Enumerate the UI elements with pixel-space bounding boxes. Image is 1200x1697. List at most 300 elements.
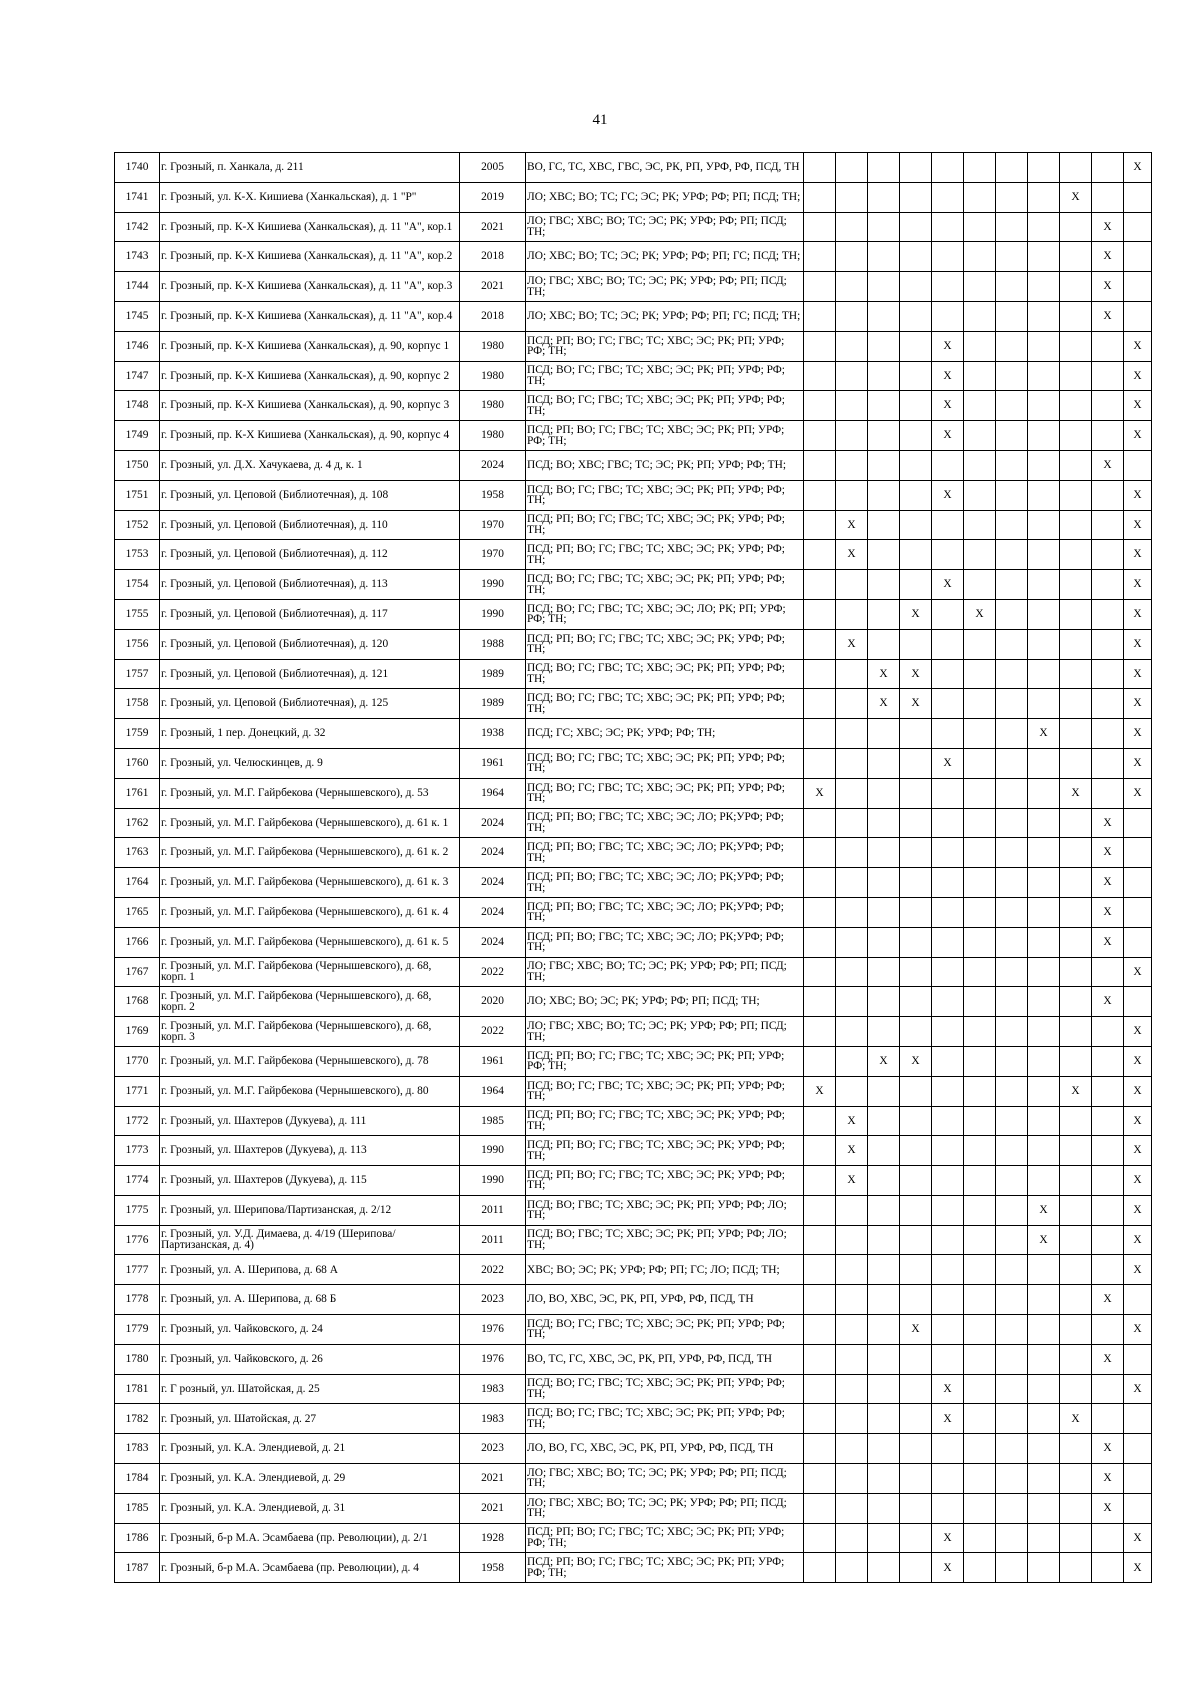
- mark-cell: [932, 1166, 964, 1196]
- mark-cell: [836, 1404, 868, 1434]
- mark-cell: [900, 957, 932, 987]
- systems-cell: ПСД; ВО; ХВС; ГВС; ТС; ЭС; РК; РП; УРФ; РФ; ТН;: [526, 450, 804, 480]
- address-cell: г. Грозный, пр. К-Х Кишиева (Ханкальская), д. 11 "А", кор.3: [160, 272, 460, 302]
- address-cell: г. Грозный, ул. М.Г. Гайрбекова (Чернышевского), д. 61 к. 3: [160, 868, 460, 898]
- mark-cell: [996, 1374, 1028, 1404]
- mark-cell: [804, 570, 836, 600]
- mark-cell: Х: [1124, 778, 1152, 808]
- systems-cell: ПСД; РП; ВО; ГС; ГВС; ТС; ХВС; ЭС; РК; РП; УРФ; РФ; ТН;: [526, 1046, 804, 1076]
- mark-cell: [1092, 1404, 1124, 1434]
- row-number-cell: 1761: [115, 778, 160, 808]
- address-cell: г. Грозный, ул. Цеповой (Библиотечная), д. 110: [160, 510, 460, 540]
- mark-cell: [1060, 987, 1092, 1017]
- systems-cell: ЛО; ГВС; ХВС; ВО; ТС; ЭС; РК; УРФ; РФ; РП; ПСД; ТН;: [526, 957, 804, 987]
- mark-cell: [996, 510, 1028, 540]
- systems-cell: ПСД; РП; ВО; ГС; ГВС; ТС; ХВС; ЭС; РК; УРФ; РФ; ТН;: [526, 1136, 804, 1166]
- mark-cell: [1028, 1106, 1060, 1136]
- mark-cell: Х: [1060, 778, 1092, 808]
- mark-cell: [1060, 748, 1092, 778]
- mark-cell: [964, 838, 996, 868]
- mark-cell: [868, 1255, 900, 1285]
- mark-cell: [900, 212, 932, 242]
- mark-cell: Х: [1124, 689, 1152, 719]
- mark-cell: [900, 182, 932, 212]
- mark-cell: [964, 153, 996, 183]
- mark-cell: [964, 868, 996, 898]
- address-cell: г. Грозный, ул. Челюскинцев, д. 9: [160, 748, 460, 778]
- mark-cell: [868, 1404, 900, 1434]
- mark-cell: [900, 242, 932, 272]
- row-number-cell: 1740: [115, 153, 160, 183]
- table-row: [115, 1493, 1152, 1523]
- address-cell: г. Грозный, ул. Д.Х. Хачукаева, д. 4 д, к. 1: [160, 450, 460, 480]
- mark-cell: [836, 480, 868, 510]
- year-cell: 1970: [460, 540, 526, 570]
- table-row: [115, 570, 1152, 600]
- mark-cell: [1060, 927, 1092, 957]
- mark-cell: [836, 331, 868, 361]
- mark-cell: [996, 301, 1028, 331]
- mark-cell: [900, 1434, 932, 1464]
- mark-cell: [996, 1136, 1028, 1166]
- mark-cell: [932, 1255, 964, 1285]
- year-cell: 2024: [460, 927, 526, 957]
- mark-cell: [932, 1195, 964, 1225]
- year-cell: 1990: [460, 1136, 526, 1166]
- mark-cell: [932, 927, 964, 957]
- row-number-cell: 1769: [115, 1017, 160, 1047]
- mark-cell: [1092, 1166, 1124, 1196]
- mark-cell: [868, 182, 900, 212]
- mark-cell: [836, 659, 868, 689]
- mark-cell: [932, 897, 964, 927]
- mark-cell: [932, 957, 964, 987]
- mark-cell: [932, 1046, 964, 1076]
- mark-cell: [1028, 838, 1060, 868]
- systems-cell: ПСД; ГС; ХВС; ЭС; РК; УРФ; РФ; ТН;: [526, 719, 804, 749]
- mark-cell: [868, 391, 900, 421]
- mark-cell: [1060, 1225, 1092, 1255]
- address-cell: г. Грозный, ул. Шахтеров (Дукуева), д. 111: [160, 1106, 460, 1136]
- table-row: [115, 719, 1152, 749]
- mark-cell: [932, 212, 964, 242]
- mark-cell: [1028, 570, 1060, 600]
- mark-cell: Х: [1124, 719, 1152, 749]
- mark-cell: Х: [1092, 808, 1124, 838]
- systems-cell: ПСД; РП; ВО; ГС; ГВС; ТС; ХВС; ЭС; РК; РП; УРФ; РФ; ТН;: [526, 1523, 804, 1553]
- address-cell: г. Грозный, ул. Цеповой (Библиотечная), д. 125: [160, 689, 460, 719]
- address-cell: г. Грозный, ул. Цеповой (Библиотечная), д. 113: [160, 570, 460, 600]
- year-cell: 1983: [460, 1374, 526, 1404]
- mark-cell: [804, 153, 836, 183]
- mark-cell: [1060, 1553, 1092, 1583]
- mark-cell: [964, 1285, 996, 1315]
- mark-cell: [836, 450, 868, 480]
- systems-cell: ЛО; ГВС; ХВС; ВО; ТС; ЭС; РК; УРФ; РФ; РП; ПСД; ТН;: [526, 1464, 804, 1494]
- row-number-cell: 1782: [115, 1404, 160, 1434]
- row-number-cell: 1786: [115, 1523, 160, 1553]
- mark-cell: Х: [868, 659, 900, 689]
- year-cell: 1990: [460, 570, 526, 600]
- mark-cell: [1092, 153, 1124, 183]
- year-cell: 2023: [460, 1434, 526, 1464]
- mark-cell: [836, 897, 868, 927]
- year-cell: 2024: [460, 897, 526, 927]
- mark-cell: [804, 540, 836, 570]
- mark-cell: [1092, 778, 1124, 808]
- mark-cell: [900, 1195, 932, 1225]
- mark-cell: [1124, 242, 1152, 272]
- mark-cell: [996, 182, 1028, 212]
- mark-cell: [964, 421, 996, 451]
- mark-cell: [964, 1255, 996, 1285]
- mark-cell: [964, 1166, 996, 1196]
- mark-cell: [996, 1315, 1028, 1345]
- mark-cell: [900, 868, 932, 898]
- table-row: [115, 1166, 1152, 1196]
- mark-cell: [964, 1404, 996, 1434]
- mark-cell: Х: [1124, 1553, 1152, 1583]
- year-cell: 2024: [460, 838, 526, 868]
- mark-cell: [964, 987, 996, 1017]
- mark-cell: [836, 391, 868, 421]
- mark-cell: [900, 927, 932, 957]
- mark-cell: [836, 1195, 868, 1225]
- mark-cell: Х: [1124, 510, 1152, 540]
- mark-cell: [1060, 659, 1092, 689]
- mark-cell: Х: [1124, 153, 1152, 183]
- mark-cell: [868, 1434, 900, 1464]
- mark-cell: [804, 272, 836, 302]
- systems-cell: ПСД; РП; ВО; ГС; ГВС; ТС; ХВС; ЭС; РК; УРФ; РФ; ТН;: [526, 629, 804, 659]
- year-cell: 2024: [460, 868, 526, 898]
- mark-cell: [1060, 868, 1092, 898]
- year-cell: 2011: [460, 1225, 526, 1255]
- mark-cell: [1092, 421, 1124, 451]
- mark-cell: [1124, 301, 1152, 331]
- mark-cell: [804, 957, 836, 987]
- mark-cell: [1060, 1493, 1092, 1523]
- mark-cell: [836, 1046, 868, 1076]
- table-row: [115, 540, 1152, 570]
- mark-cell: [868, 1464, 900, 1494]
- mark-cell: [836, 689, 868, 719]
- mark-cell: [900, 391, 932, 421]
- year-cell: 2019: [460, 182, 526, 212]
- address-cell: г. Грозный, ул. Шахтеров (Дукуева), д. 115: [160, 1166, 460, 1196]
- mark-cell: [804, 1136, 836, 1166]
- address-cell: г. Грозный, ул. М.Г. Гайрбекова (Чернышевского), д. 68, корп. 2: [160, 987, 460, 1017]
- systems-cell: ЛО; ХВС; ВО; ТС; ЭС; РК; УРФ; РФ; РП; ГС; ПСД; ТН;: [526, 242, 804, 272]
- systems-cell: ПСД; ВО; ГВС; ТС; ХВС; ЭС; РК; РП; УРФ; РФ; ЛО; ТН;: [526, 1225, 804, 1255]
- systems-cell: ЛО; ГВС; ХВС; ВО; ТС; ЭС; РК; УРФ; РФ; РП; ПСД; ТН;: [526, 212, 804, 242]
- mark-cell: [900, 331, 932, 361]
- mark-cell: [996, 778, 1028, 808]
- mark-cell: [836, 1225, 868, 1255]
- mark-cell: [900, 629, 932, 659]
- mark-cell: [1060, 242, 1092, 272]
- systems-cell: ЛО; ГВС; ХВС; ВО; ТС; ЭС; РК; УРФ; РФ; РП; ПСД; ТН;: [526, 1493, 804, 1523]
- mark-cell: [836, 927, 868, 957]
- mark-cell: [836, 957, 868, 987]
- mark-cell: [1092, 1553, 1124, 1583]
- row-number-cell: 1775: [115, 1195, 160, 1225]
- mark-cell: [996, 480, 1028, 510]
- mark-cell: [1060, 1464, 1092, 1494]
- mark-cell: [1124, 1404, 1152, 1434]
- mark-cell: Х: [900, 689, 932, 719]
- mark-cell: [1124, 987, 1152, 1017]
- systems-cell: ПСД; РП; ВО; ГС; ГВС; ТС; ХВС; ЭС; РК; УРФ; РФ; ТН;: [526, 510, 804, 540]
- mark-cell: [836, 570, 868, 600]
- mark-cell: [868, 331, 900, 361]
- mark-cell: [804, 1553, 836, 1583]
- row-number-cell: 1770: [115, 1046, 160, 1076]
- address-cell: г. Грозный, ул. К.А. Элендиевой, д. 29: [160, 1464, 460, 1494]
- mark-cell: [1028, 987, 1060, 1017]
- mark-cell: [964, 1136, 996, 1166]
- mark-cell: [996, 1046, 1028, 1076]
- mark-cell: Х: [932, 361, 964, 391]
- mark-cell: [836, 421, 868, 451]
- mark-cell: Х: [1092, 1493, 1124, 1523]
- mark-cell: [1060, 421, 1092, 451]
- systems-cell: ЛО; ГВС; ХВС; ВО; ТС; ЭС; РК; УРФ; РФ; РП; ПСД; ТН;: [526, 1017, 804, 1047]
- mark-cell: [900, 1523, 932, 1553]
- mark-cell: [996, 153, 1028, 183]
- table-row: [115, 1285, 1152, 1315]
- mark-cell: [868, 927, 900, 957]
- mark-cell: [836, 1523, 868, 1553]
- mark-cell: [1028, 182, 1060, 212]
- systems-cell: ПСД; РП; ВО; ГВС; ТС; ХВС; ЭС; ЛО; РК;УРФ; РФ; ТН;: [526, 838, 804, 868]
- mark-cell: [932, 987, 964, 1017]
- mark-cell: [996, 1404, 1028, 1434]
- mark-cell: [1028, 957, 1060, 987]
- mark-cell: [996, 987, 1028, 1017]
- mark-cell: [1060, 361, 1092, 391]
- mark-cell: [932, 868, 964, 898]
- mark-cell: [932, 540, 964, 570]
- year-cell: 1958: [460, 480, 526, 510]
- mark-cell: [1124, 182, 1152, 212]
- mark-cell: [868, 1166, 900, 1196]
- row-number-cell: 1759: [115, 719, 160, 749]
- mark-cell: [1028, 1285, 1060, 1315]
- year-cell: 1990: [460, 599, 526, 629]
- systems-cell: ПСД; РП; ВО; ГС; ГВС; ТС; ХВС; ЭС; РК; РП; УРФ; РФ; ТН;: [526, 1553, 804, 1583]
- mark-cell: [900, 808, 932, 838]
- mark-cell: Х: [1124, 421, 1152, 451]
- mark-cell: [1028, 510, 1060, 540]
- mark-cell: [868, 1523, 900, 1553]
- mark-cell: [868, 1136, 900, 1166]
- mark-cell: [1028, 301, 1060, 331]
- row-number-cell: 1749: [115, 421, 160, 451]
- mark-cell: Х: [932, 480, 964, 510]
- table-row: [115, 1553, 1152, 1583]
- mark-cell: [996, 689, 1028, 719]
- mark-cell: [1124, 212, 1152, 242]
- mark-cell: [1060, 1166, 1092, 1196]
- address-cell: г. Грозный, ул. М.Г. Гайрбекова (Чернышевского), д. 78: [160, 1046, 460, 1076]
- mark-cell: [964, 689, 996, 719]
- mark-cell: [964, 1344, 996, 1374]
- table-row: [115, 1464, 1152, 1494]
- mark-cell: Х: [1092, 212, 1124, 242]
- mark-cell: [836, 748, 868, 778]
- row-number-cell: 1758: [115, 689, 160, 719]
- address-cell: г. Грозный, 1 пер. Донецкий, д. 32: [160, 719, 460, 749]
- mark-cell: Х: [932, 1404, 964, 1434]
- mark-cell: [900, 570, 932, 600]
- mark-cell: [868, 808, 900, 838]
- mark-cell: [996, 421, 1028, 451]
- mark-cell: Х: [900, 659, 932, 689]
- mark-cell: [964, 748, 996, 778]
- address-cell: г. Грозный, ул. М.Г. Гайрбекова (Чернышевского), д. 53: [160, 778, 460, 808]
- mark-cell: [804, 1434, 836, 1464]
- mark-cell: [1060, 1523, 1092, 1553]
- mark-cell: [996, 242, 1028, 272]
- mark-cell: [836, 242, 868, 272]
- mark-cell: Х: [1124, 391, 1152, 421]
- table-row: [115, 153, 1152, 183]
- table-row: [115, 957, 1152, 987]
- address-cell: г. Грозный, ул. М.Г. Гайрбекова (Чернышевского), д. 68, корп. 3: [160, 1017, 460, 1047]
- mark-cell: [836, 301, 868, 331]
- table-row: [115, 182, 1152, 212]
- mark-cell: [868, 1225, 900, 1255]
- mark-cell: [964, 1315, 996, 1345]
- systems-cell: ЛО, ВО, ГС, ХВС, ЭС, РК, РП, УРФ, РФ, ПСД, ТН: [526, 1434, 804, 1464]
- year-cell: 2024: [460, 808, 526, 838]
- mark-cell: Х: [932, 391, 964, 421]
- mark-cell: [868, 1493, 900, 1523]
- mark-cell: [996, 1434, 1028, 1464]
- mark-cell: [1028, 540, 1060, 570]
- row-number-cell: 1784: [115, 1464, 160, 1494]
- year-cell: 2023: [460, 1285, 526, 1315]
- mark-cell: [964, 361, 996, 391]
- mark-cell: [964, 808, 996, 838]
- mark-cell: [996, 331, 1028, 361]
- mark-cell: [1092, 182, 1124, 212]
- table-row: [115, 987, 1152, 1017]
- row-number-cell: 1780: [115, 1344, 160, 1374]
- systems-cell: ПСД; ВО; ГС; ГВС; ТС; ХВС; ЭС; РК; РП; УРФ; РФ; ТН;: [526, 689, 804, 719]
- address-cell: г. Грозный, пр. К-Х Кишиева (Ханкальская), д. 90, корпус 3: [160, 391, 460, 421]
- mark-cell: Х: [932, 331, 964, 361]
- mark-cell: [1028, 897, 1060, 927]
- mark-cell: [836, 1285, 868, 1315]
- table-row: [115, 1076, 1152, 1106]
- year-cell: 2024: [460, 450, 526, 480]
- systems-cell: ПСД; ВО; ГС; ГВС; ТС; ХВС; ЭС; РК; РП; УРФ; РФ; ТН;: [526, 1076, 804, 1106]
- table-row: [115, 450, 1152, 480]
- mark-cell: [1060, 1285, 1092, 1315]
- mark-cell: [996, 212, 1028, 242]
- mark-cell: [1028, 450, 1060, 480]
- table-row: [115, 778, 1152, 808]
- table-row: [115, 421, 1152, 451]
- mark-cell: [996, 1493, 1028, 1523]
- mark-cell: [964, 659, 996, 689]
- mark-cell: [1124, 1464, 1152, 1494]
- mark-cell: [900, 1136, 932, 1166]
- mark-cell: [1028, 629, 1060, 659]
- mark-cell: [964, 242, 996, 272]
- mark-cell: [804, 897, 836, 927]
- mark-cell: [932, 1315, 964, 1345]
- mark-cell: [1092, 957, 1124, 987]
- mark-cell: [1028, 242, 1060, 272]
- mark-cell: [836, 599, 868, 629]
- mark-cell: [1028, 361, 1060, 391]
- table-row: [115, 1434, 1152, 1464]
- mark-cell: [1092, 1195, 1124, 1225]
- mark-cell: [804, 331, 836, 361]
- mark-cell: [1124, 1285, 1152, 1315]
- mark-cell: Х: [1124, 540, 1152, 570]
- row-number-cell: 1754: [115, 570, 160, 600]
- mark-cell: Х: [1124, 331, 1152, 361]
- mark-cell: [996, 1076, 1028, 1106]
- mark-cell: [1124, 808, 1152, 838]
- mark-cell: [1092, 1136, 1124, 1166]
- mark-cell: Х: [1092, 272, 1124, 302]
- mark-cell: [1060, 331, 1092, 361]
- mark-cell: [804, 659, 836, 689]
- mark-cell: [964, 570, 996, 600]
- mark-cell: [964, 1493, 996, 1523]
- mark-cell: Х: [1092, 301, 1124, 331]
- mark-cell: [804, 1523, 836, 1553]
- mark-cell: [932, 450, 964, 480]
- systems-cell: ПСД; РП; ВО; ГВС; ТС; ХВС; ЭС; ЛО; РК;УРФ; РФ; ТН;: [526, 808, 804, 838]
- mark-cell: [900, 838, 932, 868]
- year-cell: 2021: [460, 1493, 526, 1523]
- address-cell: г. Грозный, ул. Цеповой (Библиотечная), д. 120: [160, 629, 460, 659]
- systems-cell: ПСД; ВО; ГС; ГВС; ТС; ХВС; ЭС; РК; РП; УРФ; РФ; ТН;: [526, 1404, 804, 1434]
- mark-cell: [868, 1374, 900, 1404]
- row-number-cell: 1768: [115, 987, 160, 1017]
- mark-cell: [1060, 1106, 1092, 1136]
- mark-cell: [996, 450, 1028, 480]
- year-cell: 1970: [460, 510, 526, 540]
- mark-cell: [1092, 540, 1124, 570]
- mark-cell: [932, 301, 964, 331]
- mark-cell: [932, 1017, 964, 1047]
- row-number-cell: 1746: [115, 331, 160, 361]
- mark-cell: [1028, 1493, 1060, 1523]
- mark-cell: [804, 212, 836, 242]
- table-row: [115, 1195, 1152, 1225]
- systems-cell: ВО, ГС, ТС, ХВС, ГВС, ЭС, РК, РП, УРФ, РФ, ПСД, ТН: [526, 153, 804, 183]
- mark-cell: [804, 838, 836, 868]
- mark-cell: Х: [932, 748, 964, 778]
- mark-cell: Х: [1124, 1046, 1152, 1076]
- mark-cell: [964, 719, 996, 749]
- mark-cell: [996, 1285, 1028, 1315]
- mark-cell: [868, 421, 900, 451]
- address-cell: г. Грозный, ул. К-Х. Кишиева (Ханкальская), д. 1 "Р": [160, 182, 460, 212]
- row-number-cell: 1762: [115, 808, 160, 838]
- mark-cell: Х: [900, 1315, 932, 1345]
- mark-cell: Х: [1092, 1434, 1124, 1464]
- year-cell: 1980: [460, 391, 526, 421]
- mark-cell: [836, 1255, 868, 1285]
